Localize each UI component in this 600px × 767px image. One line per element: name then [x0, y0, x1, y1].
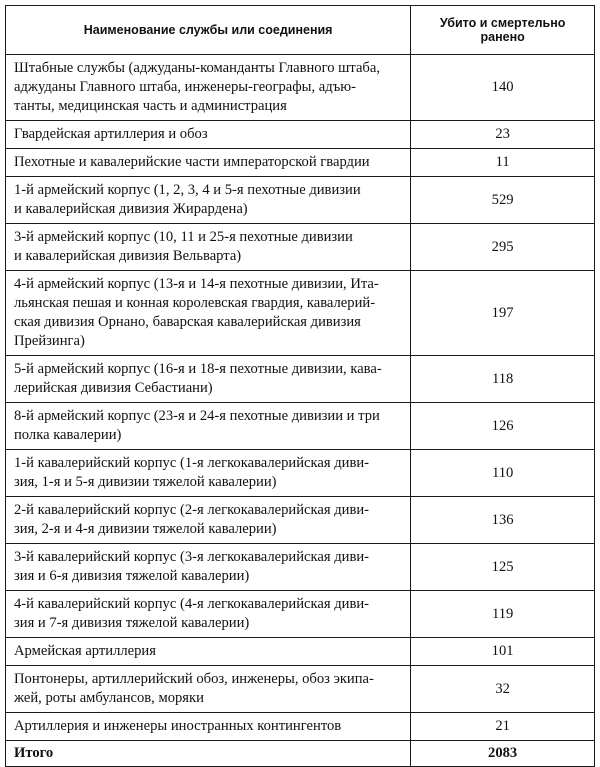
- header-row: [6, 6, 595, 55]
- unit-name-line: 8-й армейский корпус (23-я и 24-я пехотные дивизии и три: [14, 408, 380, 424]
- table-row: [6, 497, 595, 544]
- table-row: [6, 149, 595, 177]
- unit-name-line: 2-й кавалерийский корпус (2-я легкокавалерийская диви-: [14, 502, 370, 518]
- unit-name-line: 1-й армейский корпус (1, 2, 3, 4 и 5-я пехотные дивизии: [14, 182, 361, 198]
- casualties-value-cell: 23: [411, 121, 595, 149]
- unit-name-line: Артиллерия и инженеры иностранных контингентов: [14, 718, 342, 734]
- unit-name-cell: [6, 55, 411, 121]
- unit-name-cell: [6, 149, 411, 177]
- total-value: 2083: [411, 741, 595, 767]
- header-casualties: Убито и смертельно ранено: [411, 6, 595, 55]
- table-row: [6, 121, 595, 149]
- casualties-value-cell: 110: [411, 450, 595, 497]
- casualties-value-cell: 118: [411, 356, 595, 403]
- table-row: [6, 638, 595, 666]
- casualties-value-cell: 136: [411, 497, 595, 544]
- unit-name-cell: [6, 544, 411, 591]
- unit-name-cell: [6, 591, 411, 638]
- unit-name-cell: [6, 224, 411, 271]
- unit-name-line: зия и 7-я дивизия тяжелой кавалерии): [14, 615, 250, 631]
- unit-name-line: и кавалерийская дивизия Вельварта): [14, 248, 242, 264]
- unit-name-cell: [6, 638, 411, 666]
- unit-name-line: льянская пешая и конная королевская гвардия, кавалерий-: [14, 295, 376, 311]
- casualties-value-cell: 295: [411, 224, 595, 271]
- unit-name-cell: [6, 271, 411, 356]
- table-body: [6, 55, 595, 767]
- casualties-value-cell: 126: [411, 403, 595, 450]
- table-row: [6, 177, 595, 224]
- table-row: [6, 544, 595, 591]
- unit-name-line: Прейзинга): [14, 333, 85, 349]
- unit-name-line: Штабные службы (аджуданы-команданты Главного штаба,: [14, 60, 380, 76]
- table-row: [6, 591, 595, 638]
- table-row: [6, 55, 595, 121]
- unit-name-cell: [6, 356, 411, 403]
- unit-name-cell: [6, 713, 411, 741]
- unit-name-cell: [6, 497, 411, 544]
- casualties-value-cell: 32: [411, 666, 595, 713]
- unit-name-line: 4-й армейский корпус (13-я и 14-я пехотные дивизии, Ита-: [14, 276, 379, 292]
- unit-name-line: 4-й кавалерийский корпус (4-я легкокавалерийская диви-: [14, 596, 370, 612]
- unit-name-line: Армейская артиллерия: [14, 643, 156, 659]
- unit-name-line: 3-й кавалерийский корпус (3-я легкокавалерийская диви-: [14, 549, 370, 565]
- casualties-value-cell: 140: [411, 55, 595, 121]
- casualties-value-cell: 11: [411, 149, 595, 177]
- total-label: Итого: [6, 741, 411, 767]
- unit-name-line: лерийская дивизия Себастиани): [14, 380, 213, 396]
- casualties-table: [5, 5, 595, 767]
- unit-name-line: 5-й армейский корпус (16-я и 18-я пехотные дивизии, кава-: [14, 361, 382, 377]
- table-row: [6, 403, 595, 450]
- unit-name-line: 1-й кавалерийский корпус (1-я легкокавалерийская диви-: [14, 455, 370, 471]
- unit-name-cell: [6, 450, 411, 497]
- unit-name-line: зия, 1-я и 5-я дивизии тяжелой кавалерии): [14, 474, 277, 490]
- header-unit-name: Наименование службы или соединения: [6, 6, 411, 55]
- unit-name-line: аджуданы Главного штаба, инженеры-географы, адъю-: [14, 79, 356, 95]
- table-row: [6, 666, 595, 713]
- unit-name-line: зия, 2-я и 4-я дивизии тяжелой кавалерии): [14, 521, 277, 537]
- table-row: [6, 713, 595, 741]
- unit-name-line: полка кавалерии): [14, 427, 122, 443]
- unit-name-line: жей, роты амбулансов, моряки: [14, 690, 204, 706]
- casualties-value-cell: 125: [411, 544, 595, 591]
- table-row: [6, 224, 595, 271]
- unit-name-line: и кавалерийская дивизия Жирардена): [14, 201, 248, 217]
- total-row: [6, 741, 595, 767]
- unit-name-cell: [6, 177, 411, 224]
- unit-name-line: ская дивизия Орнано, баварская кавалерийская дивизия: [14, 314, 361, 330]
- unit-name-line: зия и 6-я дивизия тяжелой кавалерии): [14, 568, 250, 584]
- unit-name-cell: [6, 666, 411, 713]
- casualties-value-cell: 21: [411, 713, 595, 741]
- table-row: [6, 271, 595, 356]
- casualties-value-cell: 101: [411, 638, 595, 666]
- table-row: [6, 450, 595, 497]
- unit-name-line: Пехотные и кавалерийские части императорской гвардии: [14, 154, 370, 170]
- table-row: [6, 356, 595, 403]
- unit-name-line: танты, медицинская часть и администрация: [14, 98, 287, 114]
- casualties-value-cell: 197: [411, 271, 595, 356]
- unit-name-cell: [6, 121, 411, 149]
- unit-name-cell: [6, 403, 411, 450]
- unit-name-line: 3-й армейский корпус (10, 11 и 25-я пехотные дивизии: [14, 229, 353, 245]
- unit-name-line: Понтонеры, артиллерийский обоз, инженеры, обоз экипа-: [14, 671, 374, 687]
- casualties-value-cell: 529: [411, 177, 595, 224]
- casualties-value-cell: 119: [411, 591, 595, 638]
- unit-name-line: Гвардейская артиллерия и обоз: [14, 126, 208, 142]
